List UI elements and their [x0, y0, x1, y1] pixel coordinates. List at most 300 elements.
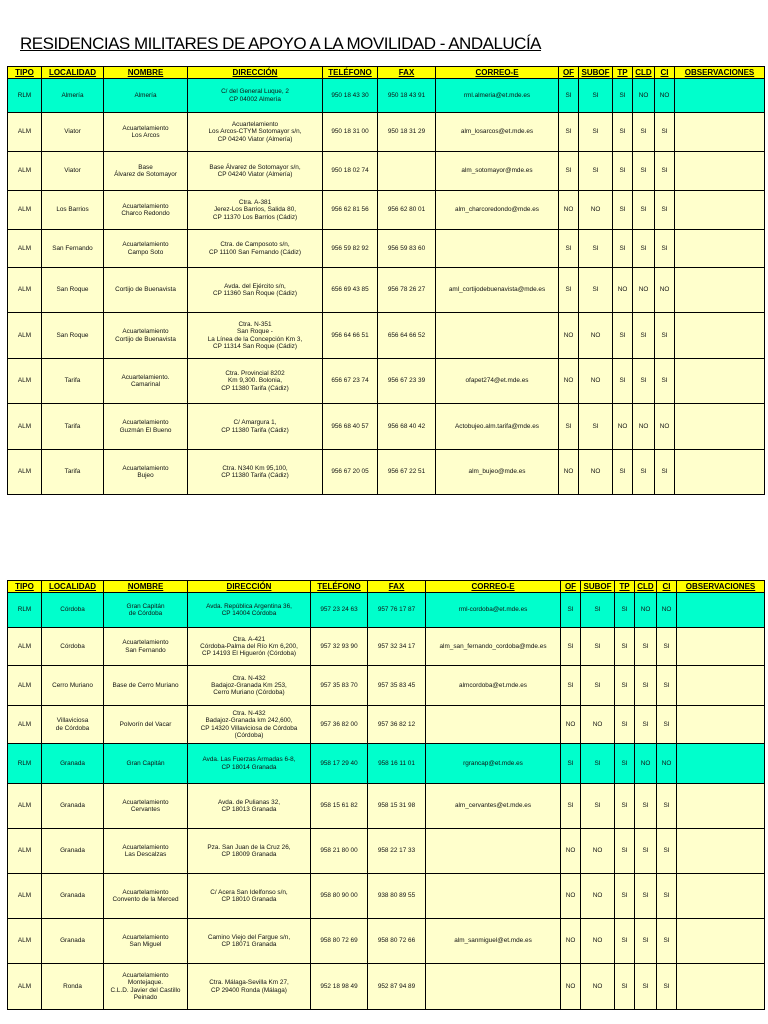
ci-cell: SI	[655, 152, 675, 191]
correo-cell	[436, 313, 559, 359]
table-row	[8, 919, 765, 964]
nombre-cell: Acuartelamiento Charco Redondo	[104, 191, 188, 230]
cld-cell: NO	[635, 593, 657, 628]
direccion-cell: C/ Acera San Idelfonso s/n, CP 18010 Granada	[188, 874, 311, 919]
residences-table-2	[7, 580, 765, 1010]
tipo-cell: ALM	[8, 784, 42, 829]
observaciones-cell	[675, 230, 765, 268]
subof-cell: SI	[581, 628, 615, 666]
tp-cell: SI	[615, 706, 635, 744]
subof-cell: SI	[579, 79, 613, 113]
telefono-cell: 958 17 29 40	[311, 744, 368, 784]
direccion-cell: Ctra. A-421 Córdoba-Palma del Río Km 6,200, CP 14193 El Higuerón (Córdoba)	[188, 628, 311, 666]
ci-cell: SI	[655, 230, 675, 268]
of-cell: SI	[559, 230, 579, 268]
tipo-cell: ALM	[8, 706, 42, 744]
fax-cell: 956 59 83 60	[378, 230, 436, 268]
nombre-cell: Acuartelamiento Guzmán El Bueno	[104, 404, 188, 450]
fax-cell: 956 68 40 42	[378, 404, 436, 450]
subof-cell: SI	[581, 744, 615, 784]
fax-cell: 957 36 82 12	[368, 706, 426, 744]
nombre-cell: Acuartelamiento Bujeo	[104, 450, 188, 495]
nombre-cell: Almería	[104, 79, 188, 113]
observaciones-cell	[677, 784, 765, 829]
column-header-of: OF	[559, 67, 579, 79]
tp-cell: SI	[613, 230, 633, 268]
table-row	[8, 706, 765, 744]
correo-cell[interactable]: Actobujeo.alm.tarifa@mde.es	[436, 404, 559, 450]
column-header-fax: FAX	[368, 581, 426, 593]
tp-cell: SI	[613, 450, 633, 495]
localidad-cell: Granada	[42, 874, 104, 919]
direccion-cell: Avda. de Pulianas 32, CP 18013 Granada	[188, 784, 311, 829]
tipo-cell: ALM	[8, 450, 42, 495]
telefono-cell: 950 18 31 00	[323, 113, 378, 152]
telefono-cell: 656 69 43 85	[323, 268, 378, 313]
correo-cell[interactable]: alm_sotomayor@mde.es	[436, 152, 559, 191]
correo-cell[interactable]: alm_charcoredondo@mde.es	[436, 191, 559, 230]
column-header-ci: CI	[655, 67, 675, 79]
localidad-cell: Cerro Muriano	[42, 666, 104, 706]
observaciones-cell	[677, 706, 765, 744]
column-header-observaciones: OBSERVACIONES	[675, 67, 765, 79]
direccion-cell: Avda. Las Fuerzas Armadas 6-8, CP 18014 Granada	[188, 744, 311, 784]
correo-cell[interactable]: rml.almeria@et.mde.es	[436, 79, 559, 113]
fax-cell: 950 18 31 29	[378, 113, 436, 152]
observaciones-cell	[675, 404, 765, 450]
correo-cell[interactable]: ofapet274@et.mde.es	[436, 359, 559, 404]
subof-cell: SI	[579, 152, 613, 191]
correo-cell[interactable]: alm_san_fernando_cordoba@mde.es	[426, 628, 561, 666]
of-cell: NO	[559, 313, 579, 359]
cld-cell: SI	[633, 359, 655, 404]
direccion-cell: Ctra. A-381 Jerez-Los Barrios, Salida 80, CP 11370 Los Barrios (Cádiz)	[188, 191, 323, 230]
nombre-cell: Base Álvarez de Sotomayor	[104, 152, 188, 191]
table-body	[8, 593, 765, 1010]
subof-cell: SI	[581, 593, 615, 628]
tp-cell: NO	[613, 404, 633, 450]
table-row	[8, 784, 765, 829]
cld-cell: SI	[633, 313, 655, 359]
tipo-cell: ALM	[8, 874, 42, 919]
direccion-cell: Ctra. N-351 San Roque - La Línea de la Concepción Km 3, CP 11314 San Roque (Cádiz)	[188, 313, 323, 359]
tp-cell: SI	[613, 152, 633, 191]
nombre-cell: Gran Capitán	[104, 744, 188, 784]
localidad-cell: San Roque	[42, 313, 104, 359]
localidad-cell: Tarifa	[42, 359, 104, 404]
observaciones-cell	[677, 744, 765, 784]
subof-cell: SI	[579, 230, 613, 268]
nombre-cell: Acuartelamiento Cervantes	[104, 784, 188, 829]
residences-table-1	[7, 66, 765, 495]
tipo-cell: ALM	[8, 191, 42, 230]
column-header-cld: CLD	[635, 581, 657, 593]
correo-cell	[426, 829, 561, 874]
observaciones-cell	[675, 268, 765, 313]
tipo-cell: ALM	[8, 313, 42, 359]
fax-cell	[378, 152, 436, 191]
direccion-cell: Acuartelamiento Los Arcos-CTYM Sotomayor s/n, CP 04240 Viator (Almería)	[188, 113, 323, 152]
observaciones-cell	[677, 666, 765, 706]
fax-cell: 950 18 43 91	[378, 79, 436, 113]
correo-cell	[436, 230, 559, 268]
nombre-cell: Gran Capitán de Córdoba	[104, 593, 188, 628]
tp-cell: SI	[615, 628, 635, 666]
telefono-cell: 958 21 80 00	[311, 829, 368, 874]
correo-cell[interactable]: rgrancap@et.mde.es	[426, 744, 561, 784]
column-header-subof: SUBOF	[579, 67, 613, 79]
telefono-cell: 952 18 98 49	[311, 964, 368, 1010]
column-header-fax: FAX	[378, 67, 436, 79]
tp-cell: SI	[613, 359, 633, 404]
column-header-tipo: TIPO	[8, 581, 42, 593]
direccion-cell: Base Álvarez de Sotomayor s/n, CP 04240 Viator (Almería)	[188, 152, 323, 191]
direccion-cell: C/ del General Luque, 2 CP 04002 Almería	[188, 79, 323, 113]
of-cell: SI	[561, 666, 581, 706]
ci-cell: SI	[655, 191, 675, 230]
ci-cell: NO	[655, 268, 675, 313]
cld-cell: NO	[635, 744, 657, 784]
ci-cell: NO	[655, 79, 675, 113]
table-body	[8, 79, 765, 495]
column-header-tipo: TIPO	[8, 67, 42, 79]
nombre-cell: Base de Cerro Muriano	[104, 666, 188, 706]
subof-cell: NO	[579, 450, 613, 495]
cld-cell: SI	[633, 450, 655, 495]
of-cell: SI	[561, 784, 581, 829]
subof-cell: NO	[581, 964, 615, 1010]
subof-cell: NO	[581, 874, 615, 919]
cld-cell: SI	[635, 829, 657, 874]
observaciones-cell	[677, 964, 765, 1010]
nombre-cell: Acuartelamiento Montejaque. C.L.D. Javier del Castillo Peinado	[104, 964, 188, 1010]
cld-cell: SI	[635, 706, 657, 744]
of-cell: NO	[561, 964, 581, 1010]
direccion-cell: Pza. San Juan de la Cruz 26, CP 18009 Granada	[188, 829, 311, 874]
nombre-cell: Polvorín del Vacar	[104, 706, 188, 744]
direccion-cell: Ctra. de Camposoto s/n, CP 11100 San Fernando (Cádiz)	[188, 230, 323, 268]
observaciones-cell	[675, 152, 765, 191]
localidad-cell: Granada	[42, 744, 104, 784]
direccion-cell: C/ Amargura 1, CP 11380 Tarifa (Cádiz)	[188, 404, 323, 450]
cld-cell: NO	[633, 268, 655, 313]
column-header-correo: CORREO-E	[426, 581, 561, 593]
cld-cell: SI	[633, 113, 655, 152]
telefono-cell: 957 35 83 70	[311, 666, 368, 706]
direccion-cell: Ctra. N340 Km 95,100, CP 11380 Tarifa (Cádiz)	[188, 450, 323, 495]
telefono-cell: 956 68 40 57	[323, 404, 378, 450]
subof-cell: SI	[581, 666, 615, 706]
subof-cell: SI	[579, 113, 613, 152]
table-row	[8, 313, 765, 359]
localidad-cell: Los Barrios	[42, 191, 104, 230]
observaciones-cell	[677, 919, 765, 964]
tipo-cell: RLM	[8, 744, 42, 784]
observaciones-cell	[677, 874, 765, 919]
correo-cell	[426, 706, 561, 744]
telefono-cell: 958 80 90 00	[311, 874, 368, 919]
column-header-ci: CI	[657, 581, 677, 593]
tp-cell: SI	[615, 919, 635, 964]
of-cell: SI	[561, 744, 581, 784]
column-header-correo: CORREO-E	[436, 67, 559, 79]
ci-cell: NO	[657, 593, 677, 628]
table-row	[8, 964, 765, 1010]
table-row	[8, 79, 765, 113]
nombre-cell: Acuartelamiento San Fernando	[104, 628, 188, 666]
correo-cell	[426, 964, 561, 1010]
tipo-cell: ALM	[8, 964, 42, 1010]
table-row	[8, 268, 765, 313]
tp-cell: SI	[615, 744, 635, 784]
direccion-cell: Avda. del Ejército s/n, CP 11360 San Roque (Cádiz)	[188, 268, 323, 313]
localidad-cell: Almería	[42, 79, 104, 113]
subof-cell: SI	[581, 784, 615, 829]
of-cell: NO	[559, 450, 579, 495]
ci-cell: SI	[657, 964, 677, 1010]
column-header-observaciones: OBSERVACIONES	[677, 581, 765, 593]
table-row	[8, 450, 765, 495]
column-header-cld: CLD	[633, 67, 655, 79]
observaciones-cell	[675, 113, 765, 152]
correo-cell[interactable]: aml_cortijodebuenavista@mde.es	[436, 268, 559, 313]
ci-cell: SI	[657, 706, 677, 744]
table-row	[8, 744, 765, 784]
ci-cell: SI	[657, 784, 677, 829]
fax-cell: 956 67 23 39	[378, 359, 436, 404]
cld-cell: SI	[635, 628, 657, 666]
tp-cell: SI	[615, 593, 635, 628]
fax-cell: 656 64 66 52	[378, 313, 436, 359]
tipo-cell: ALM	[8, 628, 42, 666]
direccion-cell: Ctra. Provincial 8202 Km 9,300. Bolonia, CP 11380 Tarifa (Cádiz)	[188, 359, 323, 404]
correo-cell[interactable]: alm_cervantes@et.mde.es	[426, 784, 561, 829]
tipo-cell: ALM	[8, 404, 42, 450]
telefono-cell: 950 18 02 74	[323, 152, 378, 191]
column-header-direccion: DIRECCIÓN	[188, 581, 311, 593]
tp-cell: SI	[613, 191, 633, 230]
cld-cell: SI	[633, 230, 655, 268]
fax-cell: 958 16 11 01	[368, 744, 426, 784]
table-row	[8, 666, 765, 706]
tipo-cell: ALM	[8, 829, 42, 874]
nombre-cell: Acuartelamiento Convento de la Merced	[104, 874, 188, 919]
table-row	[8, 191, 765, 230]
ci-cell: SI	[657, 919, 677, 964]
nombre-cell: Acuartelamiento. Camarinal	[104, 359, 188, 404]
direccion-cell: Camino Viejo del Fargue s/n, CP 18071 Granada	[188, 919, 311, 964]
telefono-cell: 958 80 72 69	[311, 919, 368, 964]
observaciones-cell	[677, 593, 765, 628]
ci-cell: SI	[655, 113, 675, 152]
table-header-row	[8, 67, 765, 79]
telefono-cell: 956 67 20 05	[323, 450, 378, 495]
localidad-cell: San Fernando	[42, 230, 104, 268]
localidad-cell: Tarifa	[42, 450, 104, 495]
correo-cell[interactable]: alm_losarcos@et.mde.es	[436, 113, 559, 152]
tipo-cell: ALM	[8, 919, 42, 964]
localidad-cell: Viator	[42, 152, 104, 191]
tipo-cell: ALM	[8, 113, 42, 152]
ci-cell: SI	[655, 450, 675, 495]
telefono-cell: 656 67 23 74	[323, 359, 378, 404]
tipo-cell: RLM	[8, 593, 42, 628]
column-header-of: OF	[561, 581, 581, 593]
fax-cell: 956 62 80 01	[378, 191, 436, 230]
nombre-cell: Acuartelamiento Campo Soto	[104, 230, 188, 268]
direccion-cell: Avda. República Argentina 36, CP 14004 Córdoba	[188, 593, 311, 628]
subof-cell: SI	[579, 404, 613, 450]
telefono-cell: 956 62 81 56	[323, 191, 378, 230]
cld-cell: SI	[633, 152, 655, 191]
observaciones-cell	[675, 450, 765, 495]
tipo-cell: ALM	[8, 230, 42, 268]
tipo-cell: ALM	[8, 268, 42, 313]
cld-cell: NO	[633, 79, 655, 113]
cld-cell: SI	[635, 666, 657, 706]
ci-cell: SI	[657, 628, 677, 666]
tipo-cell: ALM	[8, 666, 42, 706]
of-cell: NO	[561, 919, 581, 964]
cld-cell: NO	[633, 404, 655, 450]
observaciones-cell	[677, 628, 765, 666]
tp-cell: SI	[613, 313, 633, 359]
cld-cell: SI	[633, 191, 655, 230]
of-cell: SI	[561, 593, 581, 628]
localidad-cell: Tarifa	[42, 404, 104, 450]
direccion-cell: Ctra. N-432 Badajoz-Granada km 242,600, CP 14320 Villaviciosa de Córdoba (Córdoba)	[188, 706, 311, 744]
subof-cell: SI	[579, 268, 613, 313]
of-cell: SI	[559, 404, 579, 450]
column-header-localidad: LOCALIDAD	[42, 67, 104, 79]
localidad-cell: Córdoba	[42, 593, 104, 628]
table-row	[8, 230, 765, 268]
subof-cell: NO	[581, 706, 615, 744]
ci-cell: SI	[657, 874, 677, 919]
table-row	[8, 829, 765, 874]
column-header-tp: TP	[615, 581, 635, 593]
localidad-cell: Ronda	[42, 964, 104, 1010]
of-cell: SI	[559, 113, 579, 152]
tp-cell: SI	[615, 666, 635, 706]
column-header-localidad: LOCALIDAD	[42, 581, 104, 593]
of-cell: SI	[559, 268, 579, 313]
of-cell: SI	[559, 152, 579, 191]
table-header-row	[8, 581, 765, 593]
localidad-cell: Granada	[42, 784, 104, 829]
localidad-cell: San Roque	[42, 268, 104, 313]
of-cell: NO	[561, 706, 581, 744]
observaciones-cell	[677, 829, 765, 874]
column-header-telefono: TELÉFONO	[323, 67, 378, 79]
localidad-cell: Córdoba	[42, 628, 104, 666]
table-row	[8, 359, 765, 404]
ci-cell: SI	[655, 359, 675, 404]
fax-cell: 956 67 22 51	[378, 450, 436, 495]
nombre-cell: Acuartelamiento Los Arcos	[104, 113, 188, 152]
column-header-nombre: NOMBRE	[104, 67, 188, 79]
tp-cell: SI	[615, 829, 635, 874]
of-cell: NO	[559, 359, 579, 404]
telefono-cell: 957 23 24 63	[311, 593, 368, 628]
column-header-telefono: TELÉFONO	[311, 581, 368, 593]
observaciones-cell	[675, 191, 765, 230]
nombre-cell: Acuartelamiento San Miguel	[104, 919, 188, 964]
column-header-nombre: NOMBRE	[104, 581, 188, 593]
table-row	[8, 874, 765, 919]
tp-cell: SI	[615, 874, 635, 919]
of-cell: NO	[561, 829, 581, 874]
observaciones-cell	[675, 313, 765, 359]
table-row	[8, 404, 765, 450]
ci-cell: SI	[657, 829, 677, 874]
table-row	[8, 113, 765, 152]
tp-cell: NO	[613, 268, 633, 313]
localidad-cell: Villaviciosa de Córdoba	[42, 706, 104, 744]
tipo-cell: ALM	[8, 152, 42, 191]
page-title: RESIDENCIAS MILITARES DE APOYO A LA MOVILIDAD - ANDALUCÍA	[20, 34, 542, 53]
fax-cell: 957 32 34 17	[368, 628, 426, 666]
tp-cell: SI	[615, 784, 635, 829]
subof-cell: NO	[581, 919, 615, 964]
fax-cell: 958 22 17 33	[368, 829, 426, 874]
column-header-tp: TP	[613, 67, 633, 79]
of-cell: SI	[561, 628, 581, 666]
cld-cell: SI	[635, 784, 657, 829]
subof-cell: NO	[579, 191, 613, 230]
ci-cell: NO	[655, 404, 675, 450]
tipo-cell: RLM	[8, 79, 42, 113]
of-cell: NO	[559, 191, 579, 230]
ci-cell: SI	[655, 313, 675, 359]
subof-cell: NO	[579, 313, 613, 359]
correo-cell[interactable]: alm_bujeo@mde.es	[436, 450, 559, 495]
table-row	[8, 628, 765, 666]
telefono-cell: 956 59 82 92	[323, 230, 378, 268]
telefono-cell: 956 64 66 51	[323, 313, 378, 359]
of-cell: SI	[559, 79, 579, 113]
tipo-cell: ALM	[8, 359, 42, 404]
direccion-cell: Ctra. N-432 Badajoz-Granada Km 253, Cerro Muriano (Córdoba)	[188, 666, 311, 706]
subof-cell: NO	[579, 359, 613, 404]
correo-cell[interactable]: almcordoba@et.mde.es	[426, 666, 561, 706]
fax-cell: 957 35 83 45	[368, 666, 426, 706]
ci-cell: NO	[657, 744, 677, 784]
nombre-cell: Acuartelamiento Las Descalzas	[104, 829, 188, 874]
nombre-cell: Acuartelamiento Cortijo de Buenavista	[104, 313, 188, 359]
column-header-subof: SUBOF	[581, 581, 615, 593]
fax-cell: 957 76 17 87	[368, 593, 426, 628]
table-row	[8, 593, 765, 628]
telefono-cell: 957 32 93 90	[311, 628, 368, 666]
fax-cell: 958 15 31 98	[368, 784, 426, 829]
tp-cell: SI	[615, 964, 635, 1010]
correo-cell	[426, 874, 561, 919]
correo-cell[interactable]: alm_sanmiguel@et.mde.es	[426, 919, 561, 964]
subof-cell: NO	[581, 829, 615, 874]
of-cell: NO	[561, 874, 581, 919]
telefono-cell: 958 15 61 82	[311, 784, 368, 829]
telefono-cell: 957 36 82 00	[311, 706, 368, 744]
fax-cell: 956 78 26 27	[378, 268, 436, 313]
localidad-cell: Granada	[42, 919, 104, 964]
fax-cell: 938 80 89 55	[368, 874, 426, 919]
observaciones-cell	[675, 359, 765, 404]
cld-cell: SI	[635, 874, 657, 919]
tp-cell: SI	[613, 113, 633, 152]
observaciones-cell	[675, 79, 765, 113]
correo-cell[interactable]: rml-cordoba@et.mde.es	[426, 593, 561, 628]
